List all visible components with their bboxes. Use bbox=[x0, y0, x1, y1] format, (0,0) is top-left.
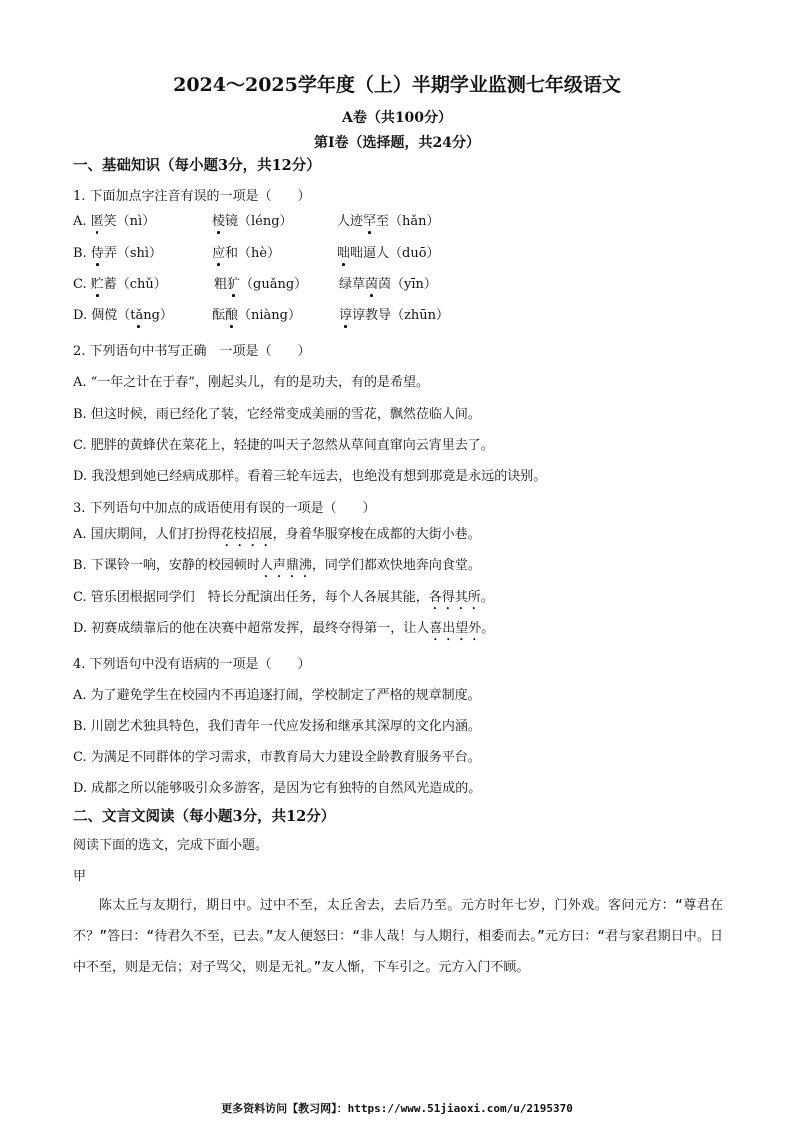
q1-option-b-word2: 应和（hè） bbox=[212, 246, 281, 261]
q1-option-a-word1: A. 匿笑（nì） bbox=[73, 214, 156, 229]
classical-passage bbox=[73, 890, 723, 983]
q3-stem: 3. 下列语句中加点的成语使用有误的一项是（ ） bbox=[73, 501, 376, 516]
q1-option-c-word3: 绿草茵茵（yīn） bbox=[339, 277, 437, 292]
reading-instruction: 阅读下面的选文，完成下面小题。 bbox=[73, 838, 269, 853]
q1-stem: 1. 下面加点字注音有误的一项是（ ） bbox=[73, 189, 311, 204]
footer-link[interactable]: 更多资料访问【教习网】：https://www.51jiaoxi.com/u/2195370 bbox=[221, 1102, 573, 1115]
part-label: 第Ⅰ卷（选择题，共24分） bbox=[313, 135, 481, 151]
q4-option-c: C. 为满足不同群体的学习需求，市教育局大力建设全龄教育服务平台。 bbox=[73, 750, 481, 765]
q2-option-c: C. 肥胖的黄蜂伏在菜花上，轻捷的叫天子忽然从草间直窜向云宵里去了。 bbox=[73, 438, 494, 453]
q1-option-b-word3: 咄咄逼人（duō） bbox=[337, 246, 440, 261]
q3-option-b: B. 下课铃一响，安静的校园顿时人声鼎沸，同学们都欢快地奔向食堂。 bbox=[73, 558, 481, 573]
q1-option-d-word1: D. 倜傥（tǎng） bbox=[73, 308, 173, 323]
q2-stem: 2. 下列语句中书写正确 一项是（ ） bbox=[73, 344, 311, 359]
q1-option-c-word2: 粗犷（guǎng） bbox=[214, 277, 308, 292]
q2-option-d: D. 我没想到她已经病成那样。看着三轮车远去，也绝没有想到那竟是永远的诀别。 bbox=[73, 469, 547, 484]
q1-option-a-word3: 人迹罕至（hǎn） bbox=[337, 214, 440, 229]
q1-option-d-word2: 酝酿（niàng） bbox=[212, 308, 302, 323]
q4-option-d: D. 成都之所以能够吸引众多游客，是因为它有独特的自然风光造成的。 bbox=[73, 781, 482, 796]
q4-stem: 4. 下列语句中没有语病的一项是（ ） bbox=[73, 657, 311, 672]
q3-option-a: A. 国庆期间，人们打扮得花枝招展，身着华服穿梭在成都的大街小巷。 bbox=[73, 527, 481, 542]
q1-option-b-word1: B. 侍弄（shì） bbox=[73, 246, 163, 261]
q4-option-b: B. 川剧艺术独具特色，我们青年一代应发扬和继承其深厚的文化内涵。 bbox=[73, 719, 481, 734]
passage-text: 陈太丘与友期行，期日中。过中不至，太丘舍去，去后乃至。元方时年七岁，门外戏。客问元方：“尊君在不？”答曰：“待君久不至，已去。”友人便怒曰：“非人哉！与人期行，相委而去。”元方曰：“君与家君期日中。日中不至，则是无信；对子骂父，则是无礼。”友人惭，下车引之。元方入门不顾。 bbox=[73, 898, 723, 975]
section-1-heading: 一、基础知识（每小题3分，共12分） bbox=[73, 157, 321, 174]
idiom-marked: 人声鼎沸 bbox=[259, 558, 312, 573]
volume-label: A卷（共100分） bbox=[341, 110, 453, 126]
section-2-heading: 二、文言文阅读（每小题3分，共12分） bbox=[73, 808, 336, 825]
q2-option-b: B. 但这时候，雨已经化了装，它经常变成美丽的雪花，飘然莅临人间。 bbox=[73, 407, 481, 422]
idiom-marked: 各得其所 bbox=[428, 590, 481, 605]
q2-option-a: A. “一年之计在于春”，刚起头儿，有的是功夫，有的是希望。 bbox=[73, 375, 429, 390]
q3-option-c: C. 管乐团根据同学们 特长分配演出任务，每个人各展其能，各得其所。 bbox=[73, 590, 494, 605]
q1-option-d-word3: 谆谆教导（zhūn） bbox=[339, 308, 449, 323]
q1-option-c-word1: C. 贮蓄（chǔ） bbox=[73, 277, 167, 292]
idiom-marked: 花枝招展 bbox=[220, 527, 273, 542]
q1-option-a-word2: 棱镜（léng） bbox=[212, 214, 293, 229]
passage-label: 甲 bbox=[73, 869, 87, 884]
q4-option-a: A. 为了避免学生在校园内不再追逐打闹，学校制定了严格的规章制度。 bbox=[73, 688, 481, 703]
exam-title: 2024～2025学年度（上）半期学业监测七年级语文 bbox=[173, 74, 621, 96]
idiom-marked: 喜出望外 bbox=[429, 621, 482, 636]
q3-option-d: D. 初赛成绩靠后的他在决赛中超常发挥，最终夺得第一，让人喜出望外。 bbox=[73, 621, 495, 636]
